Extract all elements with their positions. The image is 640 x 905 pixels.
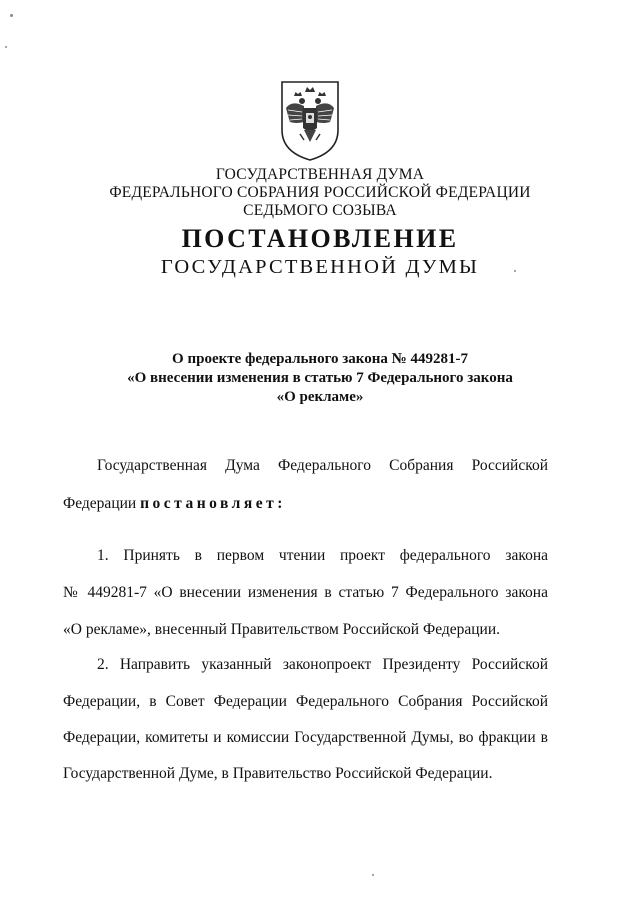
header-line-2: ФЕДЕРАЛЬНОГО СОБРАНИЯ РОССИЙСКОЙ ФЕДЕРАЦИИ [109, 184, 531, 201]
bill-caption-line-1: О проекте федерального закона № 449281-7 [172, 351, 468, 367]
preamble-line-1: Государственная Дума Федерального Собрания Российской [97, 457, 548, 474]
preamble-line-2 [63, 494, 548, 514]
item-1-line-2: № 449281-7 «О внесении изменения в статью 7 Федерального закона [63, 584, 548, 601]
bill-caption-line-3: «О рекламе» [276, 389, 364, 405]
header-line-3: СЕДЬМОГО СОЗЫВА [243, 202, 397, 219]
scan-speck [372, 874, 374, 876]
item-1-line-3: «О рекламе», внесенный Правительством Российской Федерации. [63, 621, 501, 638]
coat-of-arms-icon [278, 78, 342, 162]
item-1-line-1: 1. Принять в первом чтении проект федерального закона [97, 547, 548, 564]
decree-verb: постановляет: [140, 495, 286, 512]
item-2-line-3: Федерации, комитеты и комиссии Государственной Думы, во фракции в [63, 729, 548, 746]
item-2-line-2: Федерации, в Совет Федерации Федерального Собрания Российской [63, 693, 548, 710]
item-2-line-4: Государственной Думе, в Правительство Российской Федерации. [63, 765, 493, 782]
header-line-1: ГОСУДАРСТВЕННАЯ ДУМА [215, 166, 425, 183]
scan-speck [5, 46, 7, 48]
scan-speck [10, 14, 13, 17]
document-title: ПОСТАНОВЛЕНИЕ [181, 224, 459, 253]
item-2-line-1: 2. Направить указанный законопроект Президенту Российской [97, 656, 548, 673]
bill-caption-line-2: «О внесении изменения в статью 7 Федерального закона [127, 370, 513, 386]
preamble-text: Федерации [63, 495, 141, 512]
scan-speck [514, 270, 516, 272]
document-subtitle: ГОСУДАРСТВЕННОЙ ДУМЫ [160, 256, 480, 278]
